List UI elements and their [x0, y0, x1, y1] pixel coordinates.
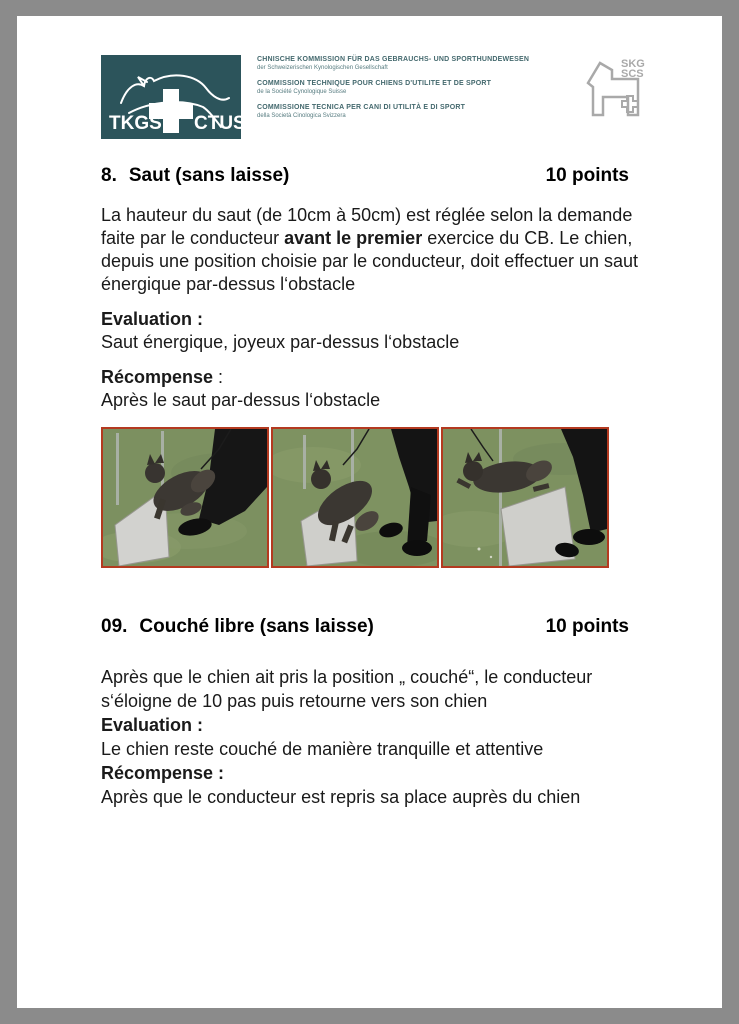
- section-9-title: 09. Couché libre (sans laisse): [101, 616, 374, 637]
- section-8-number: 8.: [101, 165, 117, 186]
- commission-italian-title: COMMISSIONE TECNICA PER CANI DI UTILITÀ E DI SPORT: [257, 104, 466, 111]
- document-page: [17, 16, 722, 1008]
- skg-text: SKG: [621, 58, 645, 70]
- commission-french-title: COMMISSION TECHNIQUE POUR CHIENS D'UTILITE ET DE SPORT: [257, 80, 492, 87]
- commission-italian: [257, 103, 581, 120]
- section-8-points: 10 points: [545, 165, 629, 186]
- section-8-reward: [101, 366, 649, 412]
- evaluation-text: Saut énergique, joyeux par-dessus l‘obstacle: [101, 332, 460, 352]
- dog-jump-photo-1: [103, 429, 267, 566]
- section-9-number: 09.: [101, 616, 128, 637]
- dog-jump-photo-3: [443, 429, 607, 566]
- page-header: [101, 55, 649, 139]
- evaluation-label: Evaluation :: [101, 309, 204, 329]
- body-text: exercice du CB. Le chien, depuis une position choisie par le conducteur, doit effectuer un saut énergique par-dessus l‘obstacle: [101, 228, 639, 294]
- tkgs-ctus-logo: [101, 55, 241, 139]
- commission-german-subtitle: der Schweizerischen Kynologischen Gesellschaft: [257, 65, 388, 71]
- body-text: Après que le chien ait pris la position „ couché“, le conducteur s‘éloigne de 10 pas puis retourne vers son chien: [101, 667, 593, 711]
- jumping-dog-cross-icon: [101, 55, 241, 139]
- commission-french: [257, 79, 581, 96]
- skg-dog-outline-icon: [581, 55, 649, 125]
- section-8-body: [101, 204, 649, 296]
- reward-text: Après que le conducteur est repris sa place auprès du chien: [101, 787, 581, 807]
- dog-jump-photo-2: [273, 429, 437, 566]
- skg-scs-logo: [581, 55, 649, 125]
- section-9-heading: [101, 614, 629, 639]
- commission-german: [257, 55, 581, 72]
- section-9-points: 10 points: [545, 616, 629, 637]
- photo-dog-taking-off: [271, 427, 439, 568]
- evaluation-label: Evaluation :: [101, 715, 204, 735]
- photo-dog-landing: [101, 427, 269, 568]
- section-9-body: [101, 665, 649, 809]
- section-8-heading: [101, 163, 629, 188]
- scs-text: SCS: [621, 68, 644, 80]
- svg-text:TKGS: TKGS: [109, 113, 162, 134]
- reward-label: Récompense :: [101, 367, 224, 387]
- photo-strip: [101, 427, 611, 568]
- commission-titles: [257, 55, 581, 127]
- body-text-bold: avant le premier: [284, 228, 423, 248]
- svg-text:CTUS: CTUS: [194, 113, 241, 134]
- commission-italian-subtitle: della Società Cinologica Svizzera: [257, 113, 346, 119]
- photo-dog-airborne: [441, 427, 609, 568]
- section-8-evaluation: [101, 308, 649, 354]
- reward-label: Récompense :: [101, 763, 225, 783]
- commission-french-subtitle: de la Société Cynologique Suisse: [257, 89, 347, 95]
- reward-text: Après le saut par-dessus l‘obstacle: [101, 390, 381, 410]
- body-text: La hauteur du saut (de 10cm à 50cm) est réglée selon la demande faite par le conducteur: [101, 205, 633, 248]
- evaluation-text: Le chien reste couché de manière tranquille et attentive: [101, 739, 544, 759]
- commission-german-title: CHNISCHE KOMMISSION FÜR DAS GEBRAUCHS- UND SPORTHUNDEWESEN: [257, 56, 530, 63]
- section-8-title: 8. Saut (sans laisse): [101, 165, 290, 186]
